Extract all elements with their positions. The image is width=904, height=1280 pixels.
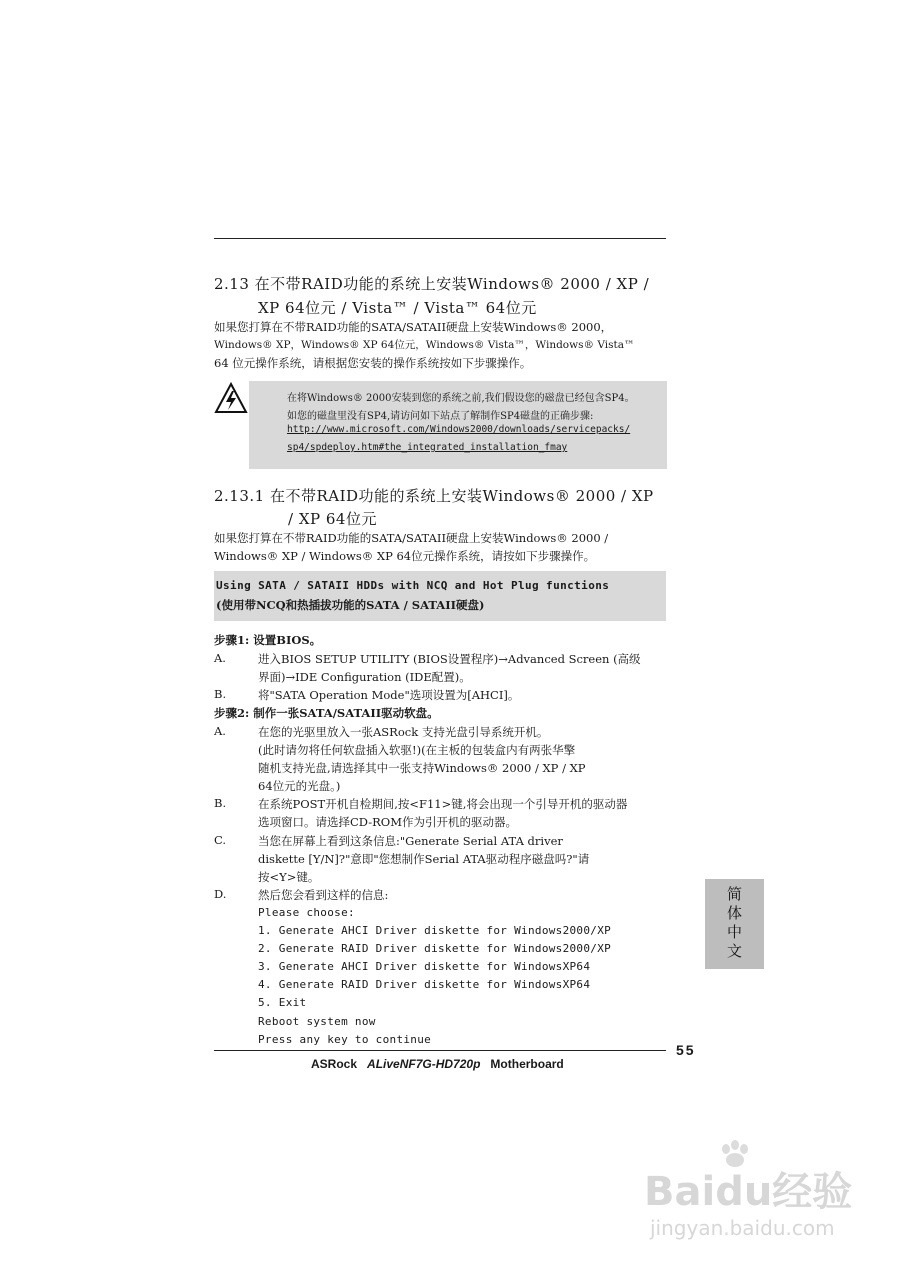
language-tab-label: 简体中文	[725, 886, 743, 962]
menu-line: 1. Generate AHCI Driver diskette for Windows2000/XP	[258, 924, 612, 937]
footer-rule	[214, 1050, 666, 1051]
step2-b-line2: 选项窗口。请选择CD-ROM作为引开机的驱动器。	[258, 815, 517, 829]
menu-line: 5. Exit	[258, 996, 307, 1009]
note-link-line2[interactable]: sp4/spdeploy.htm#the_integrated_installation_fmay	[287, 442, 568, 453]
step2-a-line3: 随机支持光盘,请选择其中一张支持Windows® 2000 / XP / XP	[258, 761, 586, 775]
step1-b-line1: 将"SATA Operation Mode"选项设置为[AHCI]。	[258, 688, 520, 702]
watermark-url: jingyan.baidu.com	[650, 1216, 835, 1240]
ncq-box	[214, 571, 666, 621]
subsection-title-line2: / XP 64位元	[288, 510, 377, 528]
note-box	[249, 381, 667, 469]
header-rule	[214, 238, 666, 239]
step2-a-line2: (此时请勿将任何软盘插入软驱!)(在主板的包装盒内有两张华擎	[258, 743, 576, 757]
watermark-logo: Baidu经验	[644, 1169, 853, 1215]
menu-line: 3. Generate AHCI Driver diskette for WindowsXP64	[258, 960, 591, 973]
step2-d-line1: 然后您会看到这样的信息:	[258, 888, 389, 902]
section-intro-line3: 64 位元操作系统，请根据您安装的操作系统按如下步骤操作。	[214, 356, 532, 370]
footer-brand: ASRock	[311, 1057, 358, 1071]
page-number: 55	[676, 1042, 696, 1058]
section-title-line1: 2.13 在不带RAID功能的系统上安装Windows® 2000 / XP /	[214, 275, 650, 293]
ncq-line1: Using SATA / SATAII HDDs with NCQ and Hot Plug functions	[216, 579, 610, 592]
step2-c-line2: diskette [Y/N]?"意即"您想制作Serial ATA驱动程序磁盘吗?"请	[258, 852, 590, 866]
ncq-line2: (使用带NCQ和热插拔功能的SATA / SATAII硬盘)	[216, 598, 485, 612]
warning-lightning-icon	[214, 382, 248, 414]
step2-a-line4: 64位元的光盘。)	[258, 779, 341, 793]
step2-b-line1: 在系统POST开机自检期间,按<F11>键,将会出现一个引导开机的驱动器	[258, 797, 628, 811]
footer-product: Motherboard	[490, 1057, 564, 1071]
menu-line: 2. Generate RAID Driver diskette for Windows2000/XP	[258, 942, 612, 955]
section-intro-line1: 如果您打算在不带RAID功能的SATA/SATAII硬盘上安装Windows® 2000，	[214, 320, 613, 334]
step2-c-line3: 按<Y>键。	[258, 870, 320, 884]
step1-heading: 步骤1: 设置BIOS。	[214, 633, 322, 647]
note-link-line1[interactable]: http://www.microsoft.com/Windows2000/downloads/servicepacks/	[287, 424, 631, 435]
language-side-tab	[705, 879, 764, 969]
step2-b-label: B.	[214, 796, 227, 810]
step2-d-label: D.	[214, 887, 227, 901]
subsection-title-line1: 2.13.1 在不带RAID功能的系统上安装Windows® 2000 / XP	[214, 487, 654, 505]
footer-brand-line	[311, 1057, 564, 1071]
step1-b-label: B.	[214, 687, 227, 701]
section-intro-line2: Windows® XP，Windows® XP 64位元，Windows® Vista™，Windows® Vista™	[214, 339, 635, 351]
step2-heading: 步骤2: 制作一张SATA/SATAII驱动软盘。	[214, 706, 439, 720]
paw-icon	[718, 1140, 752, 1168]
note-line2: 如您的磁盘里没有SP4,请访问如下站点了解制作SP4磁盘的正确步骤:	[287, 411, 594, 422]
menu-line: Press any key to continue	[258, 1033, 432, 1046]
menu-line: Reboot system now	[258, 1015, 376, 1028]
subsection-intro-line1: 如果您打算在不带RAID功能的SATA/SATAII硬盘上安装Windows® 2000 /	[214, 531, 609, 545]
step1-a-label: A.	[214, 651, 226, 665]
note-line1: 在将Windows® 2000安装到您的系统之前,我们假设您的磁盘已经包含SP4。	[287, 393, 635, 404]
section-title-line2: XP 64位元 / Vista™ / Vista™ 64位元	[258, 299, 537, 317]
step2-a-label: A.	[214, 724, 226, 738]
step2-c-line1: 当您在屏幕上看到这条信息:"Generate Serial ATA driver	[258, 834, 563, 848]
step2-a-line1: 在您的光驱里放入一张ASRock 支持光盘引导系统开机。	[258, 725, 549, 739]
subsection-intro-line2: Windows® XP / Windows® XP 64位元操作系统，请按如下步骤操作。	[214, 549, 596, 563]
footer-model: ALiveNF7G-HD720p	[367, 1057, 481, 1071]
step1-a-line1: 进入BIOS SETUP UTILITY (BIOS设置程序)→Advanced Screen (高级	[258, 652, 641, 666]
menu-line: Please choose:	[258, 906, 355, 919]
menu-line: 4. Generate RAID Driver diskette for WindowsXP64	[258, 978, 591, 991]
step1-a-line2: 界面)→IDE Configuration (IDE配置)。	[258, 670, 471, 684]
step2-c-label: C.	[214, 833, 227, 847]
